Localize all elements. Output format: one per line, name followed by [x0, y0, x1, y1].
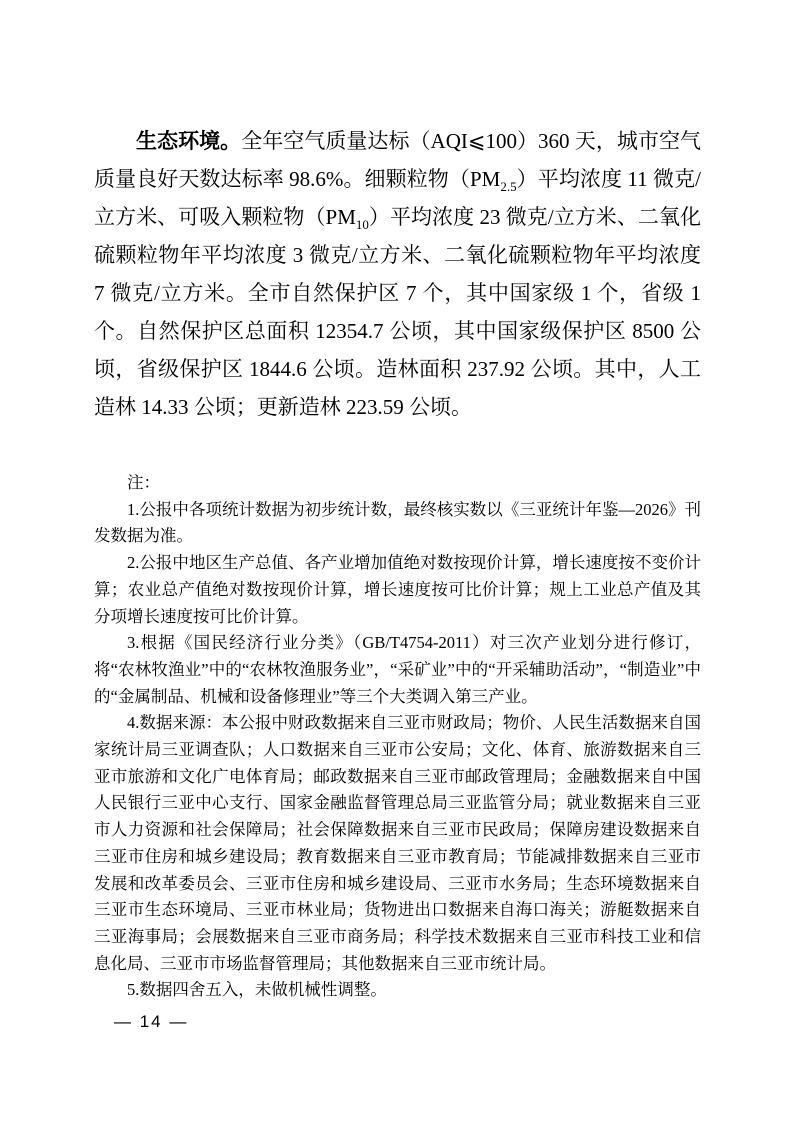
paragraph-segment-2: ）平均浓度 11 微克/立方米、可吸入颗粒物（PM [94, 167, 702, 229]
pm10-subscript: 10 [355, 217, 369, 232]
page-number: — 14 — [114, 1012, 189, 1031]
paragraph-lead-heading: 生态环境。 [136, 129, 242, 153]
eco-environment-paragraph [94, 122, 701, 426]
paragraph-segment-1: 全年空气质量达标（AQI⩽100）360 天，城市空气质量良好天数达标率 98.6%。细颗粒物（PM [94, 129, 702, 191]
pm25-subscript: 2.5 [500, 179, 517, 194]
notes-label: 注： [127, 473, 160, 492]
note-item-5: 5.数据四舍五入，未做机械性调整。 [127, 980, 387, 1000]
notes-section [94, 470, 701, 1004]
note-item-1: 1.公报中各项统计数据为初步统计数，最终核实数以《三亚统计年鉴—2026》刊发数据为准。 [94, 499, 701, 546]
note-item-2: 2.公报中地区生产总值、各产业增加值绝对数按现价计算，增长速度按不变价计算；农业总产值绝对数按现价计算，增长速度按可比价计算；规上工业总产值及其分项增长速度按可比价计算。 [94, 553, 701, 626]
page-content [94, 122, 701, 1004]
note-item-4: 4.数据来源：本公报中财政数据来自三亚市财政局；物价、人民生活数据来自国家统计局三亚调查队；人口数据来自三亚市公安局；文化、体育、旅游数据来自三亚市旅游和文化广电体育局；邮政数据来自三亚市邮政管理局；金融数据来自中国人民银行三亚中心支行、国家金融监督管理总局三亚监管分局；就业数据来自三亚市人力资源和社会保障局；社会保障数据来自三亚市民政局；保障房建设数据来自三亚市住房和城乡建设局；教育数据来自三亚市教育局；节能减排数据来自三亚市发展和改革委员会、三亚市住房和城乡建设局、三亚市水务局；生态环境数据来自三亚市生态环境局、三亚市林业局；货物进出口数据来自海口海关；游艇数据来自三亚海事局；会展数据来自三亚市商务局；科学技术数据来自三亚市科技工业和信息化局、三亚市市场监督管理局；其他数据来自三亚市统计局。 [94, 713, 701, 973]
note-item-3: 3.根据《国民经济行业分类》（GB/T4754-2011）对三次产业划分进行修订，将“农林牧渔业”中的“农林牧渔服务业”，“采矿业”中的“开采辅助活动”，“制造业”中的“金属制品、机械和设备修理业”等三个大类调入第三产业。 [94, 633, 701, 706]
paragraph-segment-3: ）平均浓度 23 微克/立方米、二氧化硫颗粒物年平均浓度 3 微克/立方米、二氧化硫颗粒物年平均浓度 7 微克/立方米。全市自然保护区 7 个，其中国家级 1 个，省级 1 个。自然保护区总面积 12354.7 公顷，其中国家级保护区 8500 公顷，省级保护区 1844.6 公顷。造林面积 237.92 公顷。其中，人工造林 14.33 公顷；更新造林 223.59 公顷。 [94, 205, 701, 419]
